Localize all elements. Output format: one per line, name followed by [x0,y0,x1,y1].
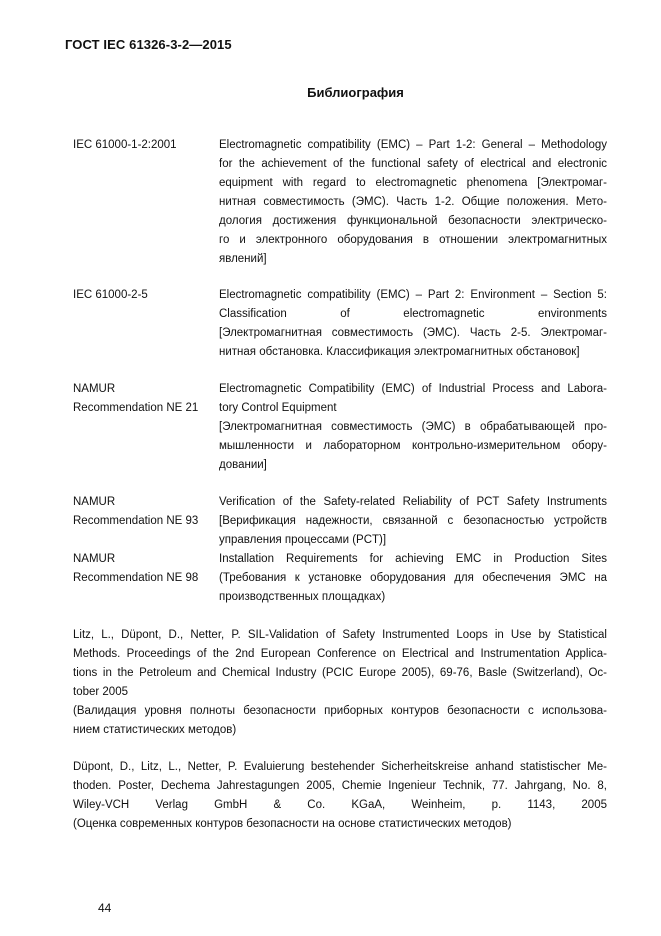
reference-text-line: явлений] [219,253,267,265]
citation-text-line: Methods. Proceedings of the 2nd European Conference on Electrical and Instrumentation Applica- [73,648,607,660]
reference-id: Recommendation NE 93 [73,515,199,527]
reference-id: NAMUR [73,553,116,565]
reference-text-line: управления процессами (PCT)] [219,534,387,546]
citation-text-line: (Оценка современных контуров безопасности на основе статистических методов) [73,818,512,830]
reference-text-line: [Верификация надежности, связанной с безопасностью устройств [219,515,607,527]
reference-text-line: Installation Requirements for achieving EMC in Production Sites [219,553,607,565]
reference-id: NAMUR [73,383,116,395]
reference-text-line: (Требования к установке оборудования для обеспечения ЭМС на [219,572,607,584]
reference-text-line: нитная обстановка. Классификация электромагнитных обстановок] [219,346,580,358]
citation-text-line: (Валидация уровня полноты безопасности приборных контуров безопасности с использова- [73,705,607,717]
citation-text-line: Wiley-VCH Verlag GmbH & Co. KGaA, Weinheim, p. 1143, 2005 [73,799,607,811]
page-title: Библиография [307,85,404,100]
citation-text-line: Litz, L., Düpont, D., Netter, P. SIL-Validation of Safety Instrumented Loops in Use by Statistical [73,629,607,641]
reference-text-line: мышленности и лабораторном контрольно-измерительном обору- [219,440,607,452]
reference-text-line: tory Control Equipment [219,402,337,414]
reference-text-line: [Электромагнитная совместимость (ЭМС). Часть 2-5. Электромаг- [219,327,607,339]
reference-text-line: производственных площадках) [219,591,386,603]
reference-text-line: Classification of electromagnetic environments [219,308,607,320]
reference-text-line: Verification of the Safety-related Reliability of PCT Safety Instruments [219,496,607,508]
reference-text-line: го и электронного оборудования в отношении электромагнитных [219,234,607,246]
reference-id: NAMUR [73,496,116,508]
reference-text-line: довании] [219,459,267,471]
reference-id: IEC 61000-2-5 [73,289,148,301]
citation-text-line: tions in the Petroleum and Chemical Industry (PCIC Europe 2005), 69-76, Basle (Switzerland), Oc- [73,667,607,679]
citation-text-line: thoden. Poster, Dechema Jahrestagungen 2005, Chemie Ingenieur Technik, 77. Jahrgang, No. 8, [73,780,607,792]
reference-text-line: for the achievement of the functional safety of electrical and electronic [219,158,607,170]
page-number: 44 [98,901,112,915]
reference-id: IEC 61000-1-2:2001 [73,139,177,151]
reference-id: Recommendation NE 21 [73,402,199,414]
document-header: ГОСТ IEC 61326-3-2—2015 [65,37,232,52]
reference-text-line: нитная совместимость (ЭМС). Часть 1-2. Общие положения. Мето- [219,196,607,208]
reference-text-line: equipment with regard to electromagnetic phenomena [Электромаг- [219,177,607,189]
reference-text-line: дология достижения функциональной безопасности электрическо- [219,215,607,227]
reference-text-line: Electromagnetic Compatibility (EMC) of Industrial Process and Labora- [219,383,607,395]
reference-id: Recommendation NE 98 [73,572,199,584]
reference-text-line: Electromagnetic compatibility (EMC) – Part 1-2: General – Methodology [219,139,607,151]
citation-text-line: tober 2005 [73,686,128,698]
citation-text-line: Düpont, D., Litz, L., Netter, P. Evaluierung bestehender Sicherheitskreise anhand statistischer Me- [73,761,607,773]
reference-text-line: Electromagnetic compatibility (EMC) – Part 2: Environment – Section 5: [219,289,607,301]
reference-text-line: [Электромагнитная совместимость (ЭМС) в обрабатывающей про- [219,421,607,433]
citation-text-line: нием статистических методов) [73,724,237,736]
